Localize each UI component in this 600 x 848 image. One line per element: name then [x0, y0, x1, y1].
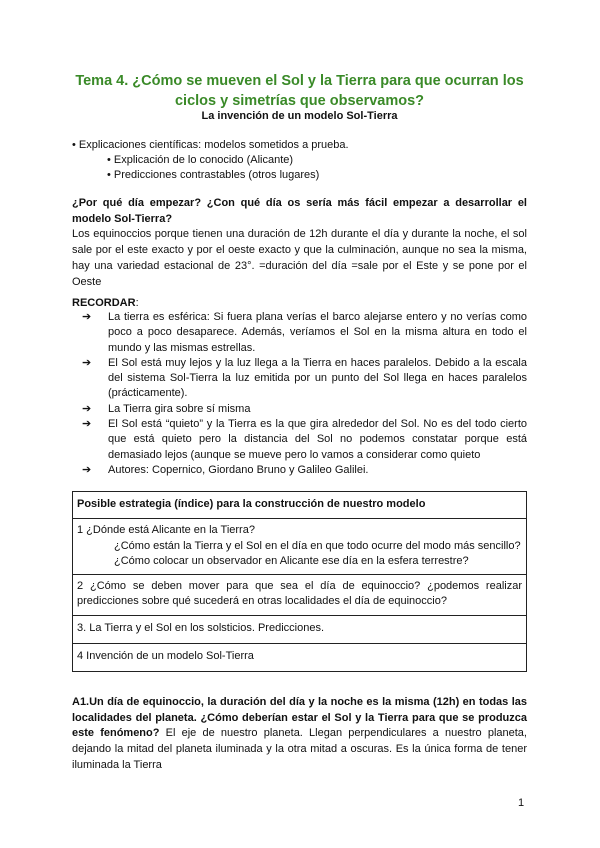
bullet-sub: • Explicación de lo conocido (Alicante) [107, 154, 294, 166]
list-item [72, 417, 527, 463]
page-title: Tema 4. ¿Cómo se mueven el Sol y la Tierra para que ocurran los ciclos y simetrías que observamos? [75, 73, 524, 109]
question-section [72, 196, 527, 290]
list-item-text: Autores: Copernico, Giordano Bruno y Galileo Galilei. [108, 463, 369, 476]
list-item [72, 463, 527, 478]
list-item-text: El Sol está “quieto” y la Tierra es la que gira alrededor del Sol. No es del todo cierto que está quieto pero la distancia del Sol no podemos constatar porque está demasiado lejos (aunque se mueve pero lo vamos a considerar como quieto [108, 418, 527, 461]
table-header: Posible estrategia (índice) para la construcción de nuestro modelo [73, 492, 527, 519]
question-heading: ¿Por qué día empezar? ¿Con qué día os sería más fácil empezar a desarrollar el modelo Sol-Tierra? [72, 197, 527, 225]
arrow-icon: ➔ [82, 402, 92, 415]
list-item-text: La Tierra gira sobre sí misma [108, 402, 251, 415]
a1-question: A1.Un día de equinoccio, la duración del día y la noche es la misma (12h) en todas las localidades del planeta. ¿Cómo deberían estar el Sol y la Tierra para que se produzca este fenómeno? [72, 696, 527, 740]
strategy-table [72, 491, 527, 672]
table-row: 2 ¿Cómo se deben mover para que sea el día de equinoccio? ¿podemos realizar predicciones sobre qué sucederá en otras localidades el día de equinoccio? [73, 575, 527, 616]
list-item [72, 402, 527, 417]
arrow-icon: ➔ [82, 463, 92, 476]
recordar-label: RECORDAR [72, 297, 136, 309]
list-item-text: La tierra es esférica: Si fuera plana verías el barco alejarse entero y no verías como poco a poco desaparece. Además, veríamos el Sol en la misma altura en todo el mundo y las mismas estrellas. [108, 311, 527, 354]
activity-a1 [72, 695, 527, 774]
recordar-colon: : [135, 297, 139, 309]
question-answer: Los equinoccios porque tienen una duración de 12h durante el día y durante la noche, el sol sale por el este exacto y por el oeste exacto y que la culminación, aunque no sea la misma, hay una variedad estacional de 23°. =duración del día =sale por el Este y se pone por el Oeste [72, 228, 527, 288]
page-number: 1 [518, 797, 525, 809]
list-item-text: El Sol está muy lejos y la luz llega a la Tierra en haces paralelos. Debido a la escala del sistema Sol-Tierra la luz emitida por un punto del Sol llega en haces paralelos (prácticamente). [108, 356, 527, 400]
table-row [73, 519, 527, 575]
recordar-list [72, 310, 527, 478]
bullet-main: • Explicaciones científicas: modelos sometidos a prueba. [72, 139, 349, 151]
table-row-text: 1 ¿Dónde está Alicante en la Tierra? [77, 524, 255, 537]
bullet-sub: • Predicciones contrastables (otros lugares) [107, 169, 320, 181]
a1-answer: El eje de nuestro planeta. Llegan perpendiculares a nuestro planeta, dejando la mitad del planeta iluminada y la otra mitad a oscuras. Es la única forma de tener iluminada la Tierra [72, 727, 527, 771]
arrow-icon: ➔ [82, 311, 92, 323]
table-row: 3. La Tierra y el Sol en los solsticios. Predicciones. [73, 615, 527, 643]
arrow-icon: ➔ [82, 418, 92, 431]
table-row-subtext: ¿Cómo están la Tierra y el Sol en el día en que todo ocurre del modo más sencillo? [114, 539, 521, 552]
list-item [72, 356, 527, 402]
strategy-table-wrap [72, 491, 527, 672]
table-row-subtext: ¿Cómo colocar un observador en Alicante ese día en la esfera terrestre? [114, 554, 469, 567]
list-item [72, 310, 527, 356]
arrow-icon: ➔ [82, 356, 92, 369]
recordar-section [72, 297, 527, 478]
bullet-list [72, 138, 527, 183]
table-row: 4 Invención de un modelo Sol-Tierra [73, 644, 527, 672]
page-subtitle: La invención de un modelo Sol-Tierra [201, 110, 398, 122]
